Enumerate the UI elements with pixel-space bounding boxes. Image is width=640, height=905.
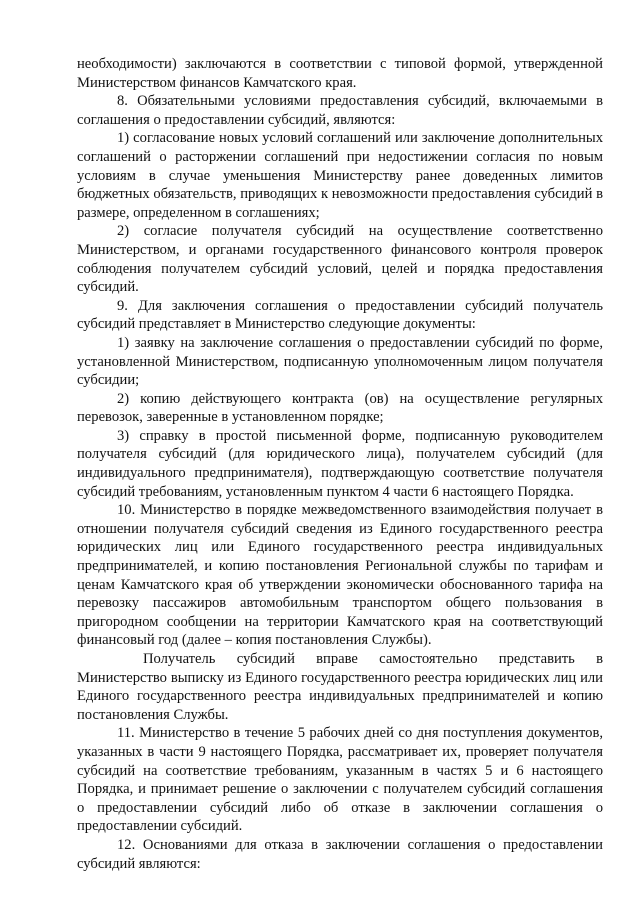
paragraph-clause-8-item-2: 2) согласие получателя субсидий на осуществление соответственно Министерством, и органами государственного финансового контроля проверок соблюдения получателем субсидий условий, целей и порядка предоставления субсидий. <box>77 223 603 296</box>
paragraph-clause-8-item-1: 1) согласование новых условий соглашений или заключение дополнительных соглашений о расторжении соглашений при недостижении согласия по новым условиям в случае уменьшения Министерству ранее доведенных лимитов бюджетных обязательств, приводящих к невозможности предоставления субсидий в размере, определенном в соглашениях; <box>77 130 603 221</box>
paragraph-clause-9-item-3: 3) справку в простой письменной форме, подписанную руководителем получателя субсидий (для юридического лица), получателем субсидий (для индивидуального предпринимателя), подтверждающую соответствие получателя субсидий требованиям, установленным пунктом 4 части 6 настоящего Порядка. <box>77 427 603 500</box>
paragraph-clause-11: 11. Министерство в течение 5 рабочих дней со дня поступления документов, указанных в части 9 настоящего Порядка, рассматривает их, проверяет получателя субсидий на соответствие требованиям, указанным в частях 5 и 6 настоящего Порядка, и принимает решение о заключении с получателем субсидий соглашения о предоставлении субсидий либо об отказе в заключении соглашения о предоставлении субсидий. <box>77 725 603 835</box>
paragraph-clause-9-item-2: 2) копию действующего контракта (ов) на осуществление регулярных перевозок, заверенные в установленном порядке; <box>77 390 603 426</box>
paragraph-clause-8: 8. Обязательными условиями предоставления субсидий, включаемыми в соглашения о предоставлении субсидий, являются: <box>77 93 603 128</box>
paragraph-continuation: необходимости) заключаются в соответствии с типовой формой, утвержденной Министерством финансов Камчатского края. <box>77 56 603 91</box>
paragraph-clause-12: 12. Основаниями для отказа в заключении соглашения о предоставлении субсидий являются: <box>77 836 603 872</box>
paragraph-clause-9-item-1: 1) заявку на заключение соглашения о предоставлении субсидий по форме, установленной Министерством, подписанную уполномоченным лицом получателя субсидии; <box>77 334 603 389</box>
paragraph-recipient-right: Получатель субсидий вправе самостоятельно представить в Министерство выписку из Единого государственного реестра юридических лиц или Единого государственного реестра индивидуальных предпринимателей и копию постановления Службы. <box>77 651 603 723</box>
paragraph-clause-10: 10. Министерство в порядке межведомственного взаимодействия получает в отношении получателя субсидий сведения из Единого государственного реестра юридических лиц или Единого государственного реестра индивидуальных предпринимателей, и копию постановления Региональной службы по тарифам и ценам Камчатского края об утверждении экономически обоснованного тарифа на перевозку пассажиров автомобильным транспортом общего пользования в пригородном сообщении на территории Камчатского края на соответствующий финансовый год (далее – копия постановления Службы). <box>77 502 603 649</box>
paragraph-clause-9: 9. Для заключения соглашения о предоставлении субсидий получатель субсидий представляет в Министерство следующие документы: <box>77 297 603 333</box>
